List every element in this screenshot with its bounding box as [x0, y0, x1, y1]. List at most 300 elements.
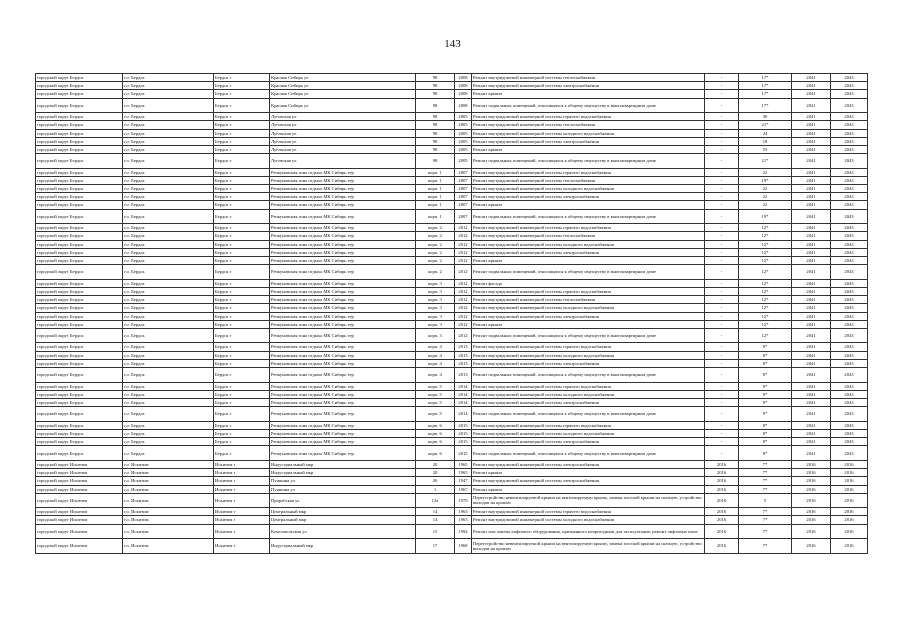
- cell-street: Речкуновская зона отдыха МК Сибирь тер: [270, 201, 416, 209]
- cell-settlement: Бердск г: [214, 193, 270, 201]
- cell-plan-year: -: [705, 168, 739, 176]
- cell-plan-year: -: [705, 201, 739, 209]
- cell-municipal-unit: г.о. Бердск: [123, 399, 214, 407]
- table-row: [36, 296, 868, 304]
- cell-period-to: 2016: [831, 469, 868, 477]
- cell-street: Речкуновская зона отдыха МК Сибирь тер: [270, 382, 416, 390]
- cell-municipality: городской округ Бердск: [36, 399, 123, 407]
- cell-street: Речкуновская зона отдыха МК Сибирь тер: [270, 304, 416, 312]
- cell-build-year: 1965: [455, 469, 472, 477]
- capital-repair-register-table: [35, 73, 868, 554]
- cell-period-to: 2043: [831, 232, 868, 240]
- cell-municipality: городской округ Бердск: [36, 193, 123, 201]
- cell-house-number: корп. 3: [416, 304, 455, 312]
- cell-municipal-unit: г.о. Бердск: [123, 121, 214, 129]
- cell-street: Луговская ул: [270, 137, 416, 145]
- cell-house-number: корп. 6: [416, 438, 455, 446]
- cell-house-number: корп. 1: [416, 176, 455, 184]
- cell-house-number: 12а: [416, 493, 455, 508]
- cell-street: Речкуновская зона отдыха МК Сибирь тер: [270, 193, 416, 201]
- cell-settlement: Бердск г: [214, 145, 270, 153]
- cell-settlement: Бердск г: [214, 90, 270, 98]
- cell-build-year: 2008: [455, 98, 472, 113]
- cell-build-year: 2012: [455, 320, 472, 328]
- cell-service-life: 8*: [739, 421, 792, 429]
- cell-municipal-unit: г.о. Бердск: [123, 304, 214, 312]
- cell-service-life: 12*: [739, 265, 792, 280]
- cell-period-to: 2043: [831, 98, 868, 113]
- cell-plan-year: 2016: [705, 469, 739, 477]
- cell-period-to: 2043: [831, 312, 868, 320]
- cell-build-year: 2012: [455, 248, 472, 256]
- cell-service-life: 8*: [739, 438, 792, 446]
- cell-municipality: городской округ Бердск: [36, 320, 123, 328]
- cell-plan-year: 2016: [705, 508, 739, 516]
- cell-build-year: 2012: [455, 287, 472, 295]
- cell-street: Речкуновская зона отдыха МК Сибирь тер: [270, 296, 416, 304]
- cell-house-number: корп. 2: [416, 232, 455, 240]
- cell-municipality: городской округ Бердск: [36, 343, 123, 351]
- cell-municipality: городской округ Бердск: [36, 176, 123, 184]
- cell-house-number: 26: [416, 477, 455, 485]
- table-row: [36, 460, 868, 468]
- cell-period-to: 2043: [831, 168, 868, 176]
- cell-service-life: 17*: [739, 90, 792, 98]
- table-row: [36, 421, 868, 429]
- cell-settlement: Бердск г: [214, 382, 270, 390]
- cell-settlement: Искитим г: [214, 485, 270, 493]
- cell-street: Индустриальный мкр: [270, 460, 416, 468]
- cell-service-life: 8*: [739, 429, 792, 437]
- cell-house-number: корп. 3: [416, 296, 455, 304]
- cell-municipality: городской округ Бердск: [36, 256, 123, 264]
- cell-work-type: Ремонт крыши: [472, 469, 705, 477]
- cell-work-type: Ремонт внутридомовой инженерной системы электроснабжения: [472, 399, 705, 407]
- cell-house-number: корп. 5: [416, 382, 455, 390]
- cell-plan-year: -: [705, 359, 739, 367]
- cell-settlement: Бердск г: [214, 201, 270, 209]
- cell-build-year: 2005: [455, 129, 472, 137]
- cell-plan-year: -: [705, 312, 739, 320]
- cell-municipality: городской округ Бердск: [36, 201, 123, 209]
- table-row: [36, 145, 868, 153]
- cell-plan-year: -: [705, 382, 739, 390]
- cell-house-number: корп. 6: [416, 421, 455, 429]
- cell-plan-year: -: [705, 176, 739, 184]
- table-row: [36, 328, 868, 343]
- cell-municipality: городской округ Бердск: [36, 265, 123, 280]
- cell-settlement: Бердск г: [214, 399, 270, 407]
- cell-settlement: Бердск г: [214, 74, 270, 82]
- table-row: [36, 399, 868, 407]
- cell-street: Речкуновская зона отдыха МК Сибирь тер: [270, 312, 416, 320]
- cell-period-from: 2041: [792, 113, 831, 121]
- cell-build-year: 2012: [455, 240, 472, 248]
- cell-settlement: Бердск г: [214, 368, 270, 383]
- cell-period-to: 2043: [831, 399, 868, 407]
- cell-work-type: Ремонт внутридомовой инженерной системы электроснабжения: [472, 82, 705, 90]
- cell-period-from: 2041: [792, 296, 831, 304]
- cell-house-number: корп. 2: [416, 248, 455, 256]
- cell-settlement: Бердск г: [214, 320, 270, 328]
- cell-work-type: Ремонт подвальных помещений, относящихся к общему имуществу в многоквартирном доме: [472, 154, 705, 169]
- cell-service-life: 7*: [739, 485, 792, 493]
- cell-work-type: Ремонт внутридомовой инженерной системы холодного водоснабжения: [472, 240, 705, 248]
- cell-municipality: городской округ Бердск: [36, 90, 123, 98]
- cell-build-year: 2015: [455, 438, 472, 446]
- cell-period-to: 2043: [831, 407, 868, 422]
- cell-house-number: корп. 3: [416, 312, 455, 320]
- cell-period-to: 2043: [831, 248, 868, 256]
- table-row: [36, 137, 868, 145]
- cell-period-to: 2043: [831, 185, 868, 193]
- cell-work-type: Ремонт внутридомовой инженерной системы холодного водоснабжения: [472, 304, 705, 312]
- cell-service-life: 7*: [739, 508, 792, 516]
- cell-period-from: 2041: [792, 351, 831, 359]
- cell-settlement: Бердск г: [214, 113, 270, 121]
- cell-plan-year: -: [705, 137, 739, 145]
- cell-work-type: Ремонт внутридомовой инженерной системы электроснабжения: [472, 137, 705, 145]
- cell-plan-year: -: [705, 154, 739, 169]
- cell-period-to: 2043: [831, 224, 868, 232]
- cell-period-to: 2043: [831, 193, 868, 201]
- table-row: [36, 279, 868, 287]
- cell-settlement: Бердск г: [214, 421, 270, 429]
- cell-house-number: корп. 3: [416, 320, 455, 328]
- table-row: [36, 154, 868, 169]
- cell-build-year: 2005: [455, 154, 472, 169]
- cell-period-from: 2041: [792, 438, 831, 446]
- cell-plan-year: -: [705, 224, 739, 232]
- cell-service-life: 21*: [739, 121, 792, 129]
- cell-house-number: корп. 1: [416, 193, 455, 201]
- cell-settlement: Искитим г: [214, 493, 270, 508]
- cell-settlement: Искитим г: [214, 469, 270, 477]
- cell-period-to: 2043: [831, 359, 868, 367]
- cell-build-year: 2008: [455, 74, 472, 82]
- cell-settlement: Искитим г: [214, 524, 270, 539]
- cell-municipal-unit: г.о. Бердск: [123, 382, 214, 390]
- cell-settlement: Бердск г: [214, 154, 270, 169]
- cell-street: Речкуновская зона отдыха МК Сибирь тер: [270, 248, 416, 256]
- cell-house-number: 14: [416, 516, 455, 524]
- cell-work-type: Переустройство невентилируемой крыши на вентилируемую крышу, замена плоской крыши на скатную, устройство выходов на кровлю: [472, 539, 705, 554]
- register-body: [36, 74, 868, 554]
- cell-house-number: 20: [416, 460, 455, 468]
- cell-service-life: 12*: [739, 287, 792, 295]
- cell-work-type: Ремонт внутридомовой инженерной системы электроснабжения: [472, 193, 705, 201]
- cell-settlement: Бердск г: [214, 265, 270, 280]
- cell-municipality: городской округ Искитим: [36, 485, 123, 493]
- cell-period-to: 2016: [831, 539, 868, 554]
- cell-plan-year: -: [705, 429, 739, 437]
- cell-settlement: Бердск г: [214, 240, 270, 248]
- cell-municipality: городской округ Бердск: [36, 185, 123, 193]
- cell-plan-year: -: [705, 248, 739, 256]
- cell-house-number: корп. 1: [416, 209, 455, 224]
- cell-municipal-unit: г.о. Бердск: [123, 429, 214, 437]
- cell-municipality: городской округ Бердск: [36, 304, 123, 312]
- cell-municipal-unit: г.о. Бердск: [123, 232, 214, 240]
- cell-street: Речкуновская зона отдыха МК Сибирь тер: [270, 240, 416, 248]
- cell-period-from: 2041: [792, 421, 831, 429]
- cell-municipality: городской округ Бердск: [36, 145, 123, 153]
- cell-period-from: 2041: [792, 382, 831, 390]
- cell-period-to: 2043: [831, 113, 868, 121]
- cell-work-type: Ремонт внутридомовой инженерной системы горячего водоснабжения: [472, 343, 705, 351]
- cell-work-type: Ремонт внутридомовой инженерной системы холодного водоснабжения: [472, 351, 705, 359]
- cell-plan-year: -: [705, 74, 739, 82]
- cell-municipality: городской округ Бердск: [36, 224, 123, 232]
- cell-build-year: 2008: [455, 82, 472, 90]
- cell-service-life: 7*: [739, 516, 792, 524]
- cell-plan-year: -: [705, 279, 739, 287]
- cell-period-to: 2043: [831, 328, 868, 343]
- cell-plan-year: 2016: [705, 477, 739, 485]
- cell-build-year: 2005: [455, 137, 472, 145]
- cell-house-number: 14: [416, 508, 455, 516]
- cell-build-year: 2007: [455, 176, 472, 184]
- cell-street: Пушкина ул: [270, 477, 416, 485]
- cell-settlement: Искитим г: [214, 477, 270, 485]
- table-row: [36, 390, 868, 398]
- cell-street: Красная Сибирь ул: [270, 82, 416, 90]
- cell-street: Индустриальный мкр: [270, 469, 416, 477]
- cell-service-life: 12*: [739, 240, 792, 248]
- cell-work-type: Ремонт подвальных помещений, относящихся к общему имуществу в многоквартирном доме: [472, 368, 705, 383]
- cell-period-to: 2016: [831, 477, 868, 485]
- cell-municipal-unit: г.о. Бердск: [123, 201, 214, 209]
- cell-municipal-unit: г.о. Искитим: [123, 460, 214, 468]
- cell-plan-year: -: [705, 98, 739, 113]
- cell-house-number: корп. 4: [416, 368, 455, 383]
- cell-period-from: 2041: [792, 248, 831, 256]
- table-row: [36, 98, 868, 113]
- cell-house-number: 98: [416, 154, 455, 169]
- cell-municipal-unit: г.о. Бердск: [123, 98, 214, 113]
- cell-period-from: 2041: [792, 90, 831, 98]
- cell-period-to: 2043: [831, 265, 868, 280]
- table-row: [36, 351, 868, 359]
- cell-period-from: 2041: [792, 168, 831, 176]
- table-row: [36, 359, 868, 367]
- cell-work-type: Ремонт подвальных помещений, относящихся к общему имуществу в многоквартирном доме: [472, 265, 705, 280]
- table-row: [36, 516, 868, 524]
- table-row: [36, 312, 868, 320]
- cell-municipal-unit: г.о. Бердск: [123, 113, 214, 121]
- cell-municipality: городской округ Бердск: [36, 359, 123, 367]
- table-row: [36, 446, 868, 461]
- cell-municipality: городской округ Бердск: [36, 137, 123, 145]
- cell-service-life: 22: [739, 185, 792, 193]
- cell-house-number: корп. 1: [416, 185, 455, 193]
- cell-service-life: 12*: [739, 232, 792, 240]
- page-number: 143: [444, 38, 461, 50]
- cell-build-year: 2008: [455, 90, 472, 98]
- cell-build-year: 1994: [455, 524, 472, 539]
- cell-municipality: городской округ Бердск: [36, 168, 123, 176]
- cell-municipality: городской округ Бердск: [36, 438, 123, 446]
- cell-house-number: корп. 4: [416, 351, 455, 359]
- cell-house-number: корп. 5: [416, 399, 455, 407]
- cell-street: Красная Сибирь ул: [270, 98, 416, 113]
- cell-build-year: 2007: [455, 185, 472, 193]
- cell-service-life: 9*: [739, 399, 792, 407]
- cell-municipal-unit: г.о. Бердск: [123, 209, 214, 224]
- cell-period-from: 2041: [792, 129, 831, 137]
- table-row: [36, 429, 868, 437]
- cell-build-year: 2005: [455, 121, 472, 129]
- cell-period-from: 2041: [792, 224, 831, 232]
- cell-settlement: Бердск г: [214, 438, 270, 446]
- table-row: [36, 121, 868, 129]
- cell-plan-year: -: [705, 296, 739, 304]
- cell-municipality: городской округ Бердск: [36, 232, 123, 240]
- cell-municipality: городской округ Бердск: [36, 74, 123, 82]
- cell-house-number: корп. 1: [416, 168, 455, 176]
- cell-plan-year: -: [705, 304, 739, 312]
- cell-municipal-unit: г.о. Бердск: [123, 168, 214, 176]
- cell-street: Речкуновская зона отдыха МК Сибирь тер: [270, 176, 416, 184]
- cell-street: Речкуновская зона отдыха МК Сибирь тер: [270, 438, 416, 446]
- cell-work-type: Ремонт внутридомовой инженерной системы электроснабжения: [472, 438, 705, 446]
- cell-municipality: городской округ Бердск: [36, 113, 123, 121]
- cell-municipality: городской округ Бердск: [36, 154, 123, 169]
- cell-period-from: 2041: [792, 368, 831, 383]
- cell-service-life: 12*: [739, 256, 792, 264]
- cell-build-year: 2012: [455, 265, 472, 280]
- cell-municipality: городской округ Бердск: [36, 328, 123, 343]
- cell-service-life: 55: [739, 145, 792, 153]
- cell-period-to: 2043: [831, 176, 868, 184]
- cell-period-to: 2043: [831, 90, 868, 98]
- cell-build-year: 2013: [455, 368, 472, 383]
- cell-municipality: городской округ Бердск: [36, 129, 123, 137]
- table-row: [36, 248, 868, 256]
- cell-work-type: Ремонт внутридомовой инженерной системы горячего водоснабжения: [472, 224, 705, 232]
- cell-service-life: 8*: [739, 343, 792, 351]
- cell-period-from: 2041: [792, 240, 831, 248]
- cell-municipality: городской округ Искитим: [36, 469, 123, 477]
- cell-work-type: Ремонт крыши: [472, 256, 705, 264]
- cell-street: Луговская ул: [270, 129, 416, 137]
- table-row: [36, 176, 868, 184]
- cell-municipal-unit: г.о. Бердск: [123, 320, 214, 328]
- cell-municipality: городской округ Бердск: [36, 209, 123, 224]
- cell-municipal-unit: г.о. Бердск: [123, 137, 214, 145]
- cell-municipal-unit: г.о. Бердск: [123, 351, 214, 359]
- cell-plan-year: -: [705, 82, 739, 90]
- cell-settlement: Бердск г: [214, 390, 270, 398]
- cell-house-number: корп. 5: [416, 407, 455, 422]
- cell-settlement: Бердск г: [214, 312, 270, 320]
- cell-work-type: Ремонт внутридомовой инженерной системы теплоснабжения: [472, 232, 705, 240]
- cell-settlement: Искитим г: [214, 508, 270, 516]
- cell-work-type: Ремонт внутридомовой инженерной системы электроснабжения: [472, 312, 705, 320]
- cell-plan-year: -: [705, 446, 739, 461]
- cell-plan-year: -: [705, 90, 739, 98]
- cell-service-life: 12*: [739, 248, 792, 256]
- table-row: [36, 82, 868, 90]
- table-row: [36, 90, 868, 98]
- cell-service-life: 7*: [739, 477, 792, 485]
- cell-municipality: городской округ Искитим: [36, 524, 123, 539]
- cell-municipal-unit: г.о. Бердск: [123, 421, 214, 429]
- cell-period-to: 2043: [831, 446, 868, 461]
- cell-work-type: Ремонт внутридомовой инженерной системы холодного водоснабжения: [472, 185, 705, 193]
- cell-municipal-unit: г.о. Бердск: [123, 343, 214, 351]
- cell-period-to: 2043: [831, 304, 868, 312]
- cell-service-life: 12*: [739, 320, 792, 328]
- cell-street: Речкуновская зона отдыха МК Сибирь тер: [270, 265, 416, 280]
- cell-period-from: 2041: [792, 209, 831, 224]
- cell-service-life: 12*: [739, 328, 792, 343]
- cell-house-number: корп. 3: [416, 328, 455, 343]
- cell-municipal-unit: г.о. Искитим: [123, 469, 214, 477]
- cell-work-type: Ремонт крыши: [472, 145, 705, 153]
- cell-settlement: Искитим г: [214, 539, 270, 554]
- cell-service-life: 21*: [739, 154, 792, 169]
- cell-work-type: Ремонт внутридомовой инженерной системы холодного водоснабжения: [472, 129, 705, 137]
- cell-municipal-unit: г.о. Бердск: [123, 407, 214, 422]
- cell-work-type: Ремонт внутридомовой инженерной системы горячего водоснабжения: [472, 382, 705, 390]
- cell-municipality: городской округ Бердск: [36, 429, 123, 437]
- cell-street: Речкуновская зона отдыха МК Сибирь тер: [270, 368, 416, 383]
- cell-plan-year: -: [705, 185, 739, 193]
- cell-settlement: Бердск г: [214, 224, 270, 232]
- cell-house-number: корп. 6: [416, 446, 455, 461]
- cell-build-year: 2014: [455, 407, 472, 422]
- cell-service-life: 24: [739, 129, 792, 137]
- cell-municipal-unit: г.о. Бердск: [123, 74, 214, 82]
- cell-period-from: 2041: [792, 137, 831, 145]
- cell-period-from: 2041: [792, 176, 831, 184]
- cell-work-type: Ремонт внутридомовой инженерной системы горячего водоснабжения: [472, 287, 705, 295]
- cell-municipality: городской округ Бердск: [36, 296, 123, 304]
- cell-period-to: 2016: [831, 508, 868, 516]
- table-row: [36, 539, 868, 554]
- cell-work-type: Ремонт подвальных помещений, относящихся к общему имуществу в многоквартирном доме: [472, 407, 705, 422]
- cell-period-from: 2041: [792, 407, 831, 422]
- cell-municipality: городской округ Бердск: [36, 240, 123, 248]
- cell-house-number: 98: [416, 129, 455, 137]
- cell-municipality: городской округ Бердск: [36, 421, 123, 429]
- cell-period-to: 2043: [831, 240, 868, 248]
- cell-period-to: 2016: [831, 493, 868, 508]
- cell-period-to: 2043: [831, 429, 868, 437]
- cell-plan-year: -: [705, 121, 739, 129]
- cell-period-from: 2041: [792, 399, 831, 407]
- cell-period-from: 2041: [792, 429, 831, 437]
- cell-work-type: Ремонт внутридомовой инженерной системы холодного водоснабжения: [472, 390, 705, 398]
- table-row: [36, 485, 868, 493]
- cell-period-to: 2016: [831, 460, 868, 468]
- cell-house-number: корп. 2: [416, 224, 455, 232]
- cell-service-life: 8*: [739, 351, 792, 359]
- cell-service-life: 22: [739, 168, 792, 176]
- cell-plan-year: -: [705, 232, 739, 240]
- cell-municipal-unit: г.о. Бердск: [123, 359, 214, 367]
- cell-plan-year: -: [705, 113, 739, 121]
- cell-period-from: 2041: [792, 154, 831, 169]
- cell-municipality: городской округ Бердск: [36, 98, 123, 113]
- cell-street: Индустриальный мкр: [270, 539, 416, 554]
- cell-plan-year: -: [705, 421, 739, 429]
- cell-period-to: 2043: [831, 121, 868, 129]
- cell-house-number: 98: [416, 74, 455, 82]
- cell-work-type: Ремонт или замена лифтового оборудования, признанного непригодным для эксплуатации, ремонт лифтовых шахт: [472, 524, 705, 539]
- cell-house-number: корп. 1: [416, 201, 455, 209]
